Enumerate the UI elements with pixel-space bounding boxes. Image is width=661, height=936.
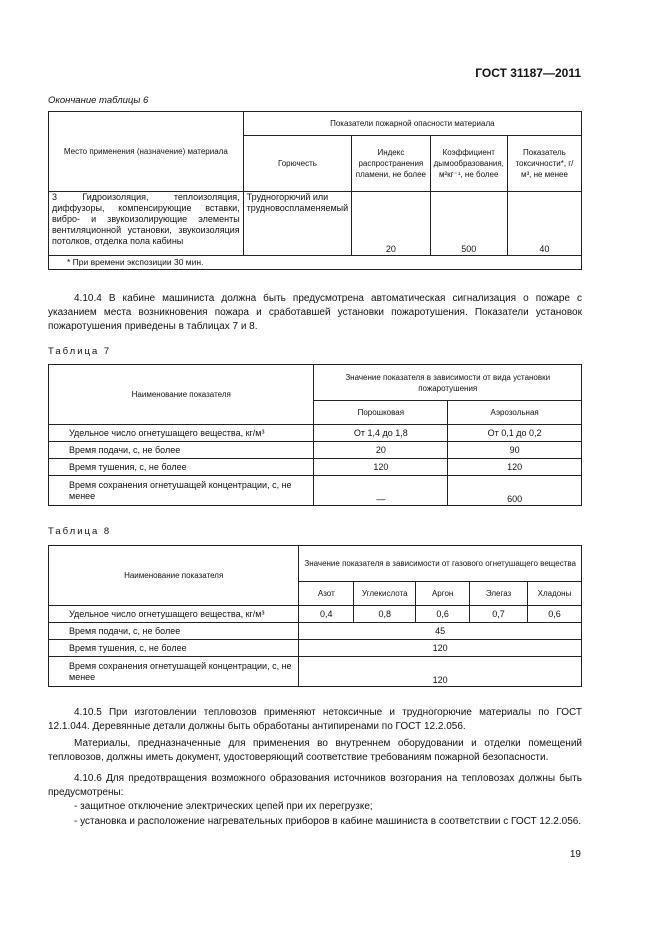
table7-caption: Таблица 7 bbox=[48, 346, 112, 357]
row-aerosol: 90 bbox=[448, 442, 582, 459]
paragraph-4-10-5: 4.10.5 При изготовлении тепловозов применяют нетоксичные и трудногорючие материалы по ГОСТ 12.1.044. Деревянные детали должны быть обработаны антипиренами по ГОСТ 12.2.056. bbox=[48, 707, 582, 732]
col-smoke: Коэффициент дымообразования, м²кг⁻¹, не более bbox=[430, 136, 507, 192]
table8-caption: Таблица 8 bbox=[48, 526, 112, 537]
row-value: 0,6 bbox=[527, 606, 581, 623]
col-flammability: Горючесть bbox=[243, 136, 352, 192]
row-value: 0,8 bbox=[354, 606, 416, 623]
table6-footnote: * При времени экспозиции 30 мин. bbox=[49, 256, 582, 270]
document-code: ГОСТ 31187—2011 bbox=[475, 66, 581, 80]
table-8 bbox=[48, 545, 582, 687]
row-aerosol: От 0,1 до 0,2 bbox=[448, 425, 582, 442]
row-name: Время тушения, с, не более bbox=[49, 640, 299, 657]
row-powder: От 1,4 до 1,8 bbox=[314, 425, 448, 442]
col-freon: Хладоны bbox=[527, 582, 581, 606]
col-argon: Аргон bbox=[416, 582, 470, 606]
bullet-item: - установка и расположение нагревательных приборов в кабине машиниста в соответствии с ГОСТ 12.2.056. bbox=[74, 816, 582, 827]
row-name: Удельное число огнетушащего вещества, кг/м³ bbox=[49, 425, 314, 442]
row-powder: — bbox=[314, 476, 448, 506]
row-toxicity: 40 bbox=[507, 192, 581, 256]
col-powder: Порошковая bbox=[314, 401, 448, 425]
row-flame-spread: 20 bbox=[352, 192, 430, 256]
paragraph-materials: Материалы, предназначенные для применения во внутреннем оборудовании и отделки помещений тепловозов, должны иметь документ, удостоверяющий соответствие требованиям пожарной безопасности. bbox=[48, 738, 582, 763]
paragraph-4-10-4: 4.10.4 В кабине машиниста должна быть предусмотрена автоматическая сигнализация о пожаре с указанием места возникновения пожара и сработавшей установки пожаротушения. Показатели установок пожаротушения приведены в таблицах 7 и 8. bbox=[48, 293, 582, 332]
row-name: Время подачи, с, не более bbox=[49, 442, 314, 459]
row-name: Время подачи, с, не более bbox=[49, 623, 299, 640]
group-header: Показатели пожарной опасности материала bbox=[243, 112, 581, 136]
row-powder: 20 bbox=[314, 442, 448, 459]
row-aerosol: 600 bbox=[448, 476, 582, 506]
table-6 bbox=[48, 111, 582, 270]
col-elegas: Элегаз bbox=[470, 582, 528, 606]
row-powder: 120 bbox=[314, 459, 448, 476]
col-name-header: Наименование показателя bbox=[49, 365, 314, 425]
group-header: Значение показателя в зависимости от газового огнетушащего вещества bbox=[299, 546, 582, 582]
row-smoke: 500 bbox=[430, 192, 507, 256]
col-nitrogen: Азот bbox=[299, 582, 354, 606]
row-value: 0,6 bbox=[416, 606, 470, 623]
paragraph-4-10-6: 4.10.6 Для предотвращения возможного образования источников возгорания на тепловозах должны быть предусмотрены: bbox=[48, 773, 582, 798]
row-name: Удельное число огнетушащего вещества, кг/м³ bbox=[49, 606, 299, 623]
page-number: 19 bbox=[569, 849, 581, 860]
table6-caption: Окончание таблицы 6 bbox=[48, 95, 149, 106]
row-value: 0,4 bbox=[299, 606, 354, 623]
row-flammability: Трудногорючий или трудновоспламеняемый bbox=[243, 192, 352, 256]
bullet-item: - защитное отключение электрических цепей при их перегрузке; bbox=[74, 801, 373, 812]
group-header: Значение показателя в зависимости от вида установки пожаротушения bbox=[314, 365, 582, 401]
col-place-header: Место применения (назначение) материала bbox=[49, 112, 244, 192]
row-value: 0,7 bbox=[470, 606, 528, 623]
col-flame-spread: Индекс распространения пламени, не более bbox=[352, 136, 430, 192]
row-place: 3 Гидроизоляция, теплоизоляция, диффузоры, компенсирующие вставки, вибро- и звукоизолирующие элементы вентиляционной установки, звукоизоляция потолков, отделка пола кабины bbox=[49, 192, 244, 256]
table-7 bbox=[48, 364, 582, 506]
row-value: 120 bbox=[299, 640, 582, 657]
row-value: 120 bbox=[299, 657, 582, 687]
col-toxicity: Показатель токсичности*, г/м³, не менее bbox=[507, 136, 581, 192]
row-name: Время сохранения огнетушащей концентрации, с, не менее bbox=[49, 476, 314, 506]
row-value: 45 bbox=[299, 623, 582, 640]
col-aerosol: Аэрозольная bbox=[448, 401, 582, 425]
row-name: Время тушения, с, не более bbox=[49, 459, 314, 476]
col-name-header: Наименование показателя bbox=[49, 546, 299, 606]
col-co2: Углекислота bbox=[354, 582, 416, 606]
row-aerosol: 120 bbox=[448, 459, 582, 476]
row-name: Время сохранения огнетушащей концентрации, с, не менее bbox=[49, 657, 299, 687]
